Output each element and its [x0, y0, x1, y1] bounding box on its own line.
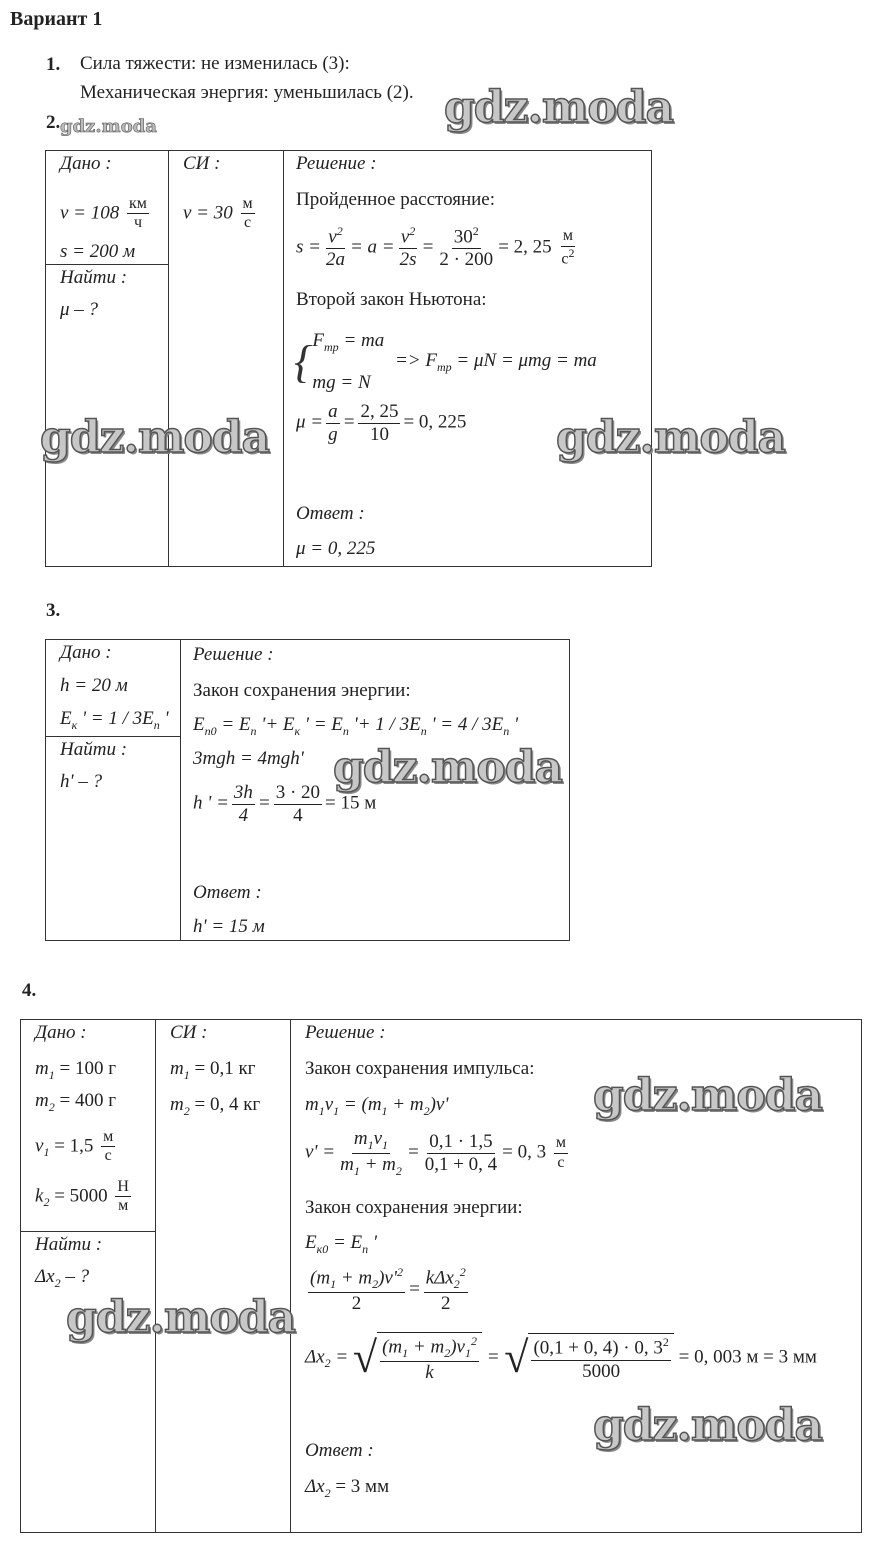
watermark-small: gdz.moda: [60, 116, 157, 137]
p4-find-value: $\Delta x_2$ – ?: [35, 1266, 90, 1290]
p4-answer: $\Delta x_2 = 3$ мм: [305, 1476, 390, 1500]
p2-si-unit-den: с: [244, 214, 252, 232]
p4-si-m2: $m_2 = 0$, 4 кг: [170, 1094, 261, 1118]
p2-given-v: [60, 195, 152, 233]
watermark-5: gdz.moda: [593, 1070, 823, 1121]
p3-given-ek: $E_к$ ' = $1 / 3E_п$ ': [60, 708, 169, 732]
watermark-3: gdz.moda: [556, 412, 786, 463]
p4-given-cell: [21, 1020, 156, 1232]
p4-energy-eq2: $\frac{(m_1 + m_2)v'^2}{2}$ = $\frac{k\Delta x_2^2}{2}$: [310, 1265, 466, 1314]
p4-si-m1: $m_1 = 0,1$ кг: [170, 1058, 256, 1082]
p4-answer-label: Ответ :: [305, 1440, 374, 1461]
problem-1-line-1: Сила тяжести: не изменилась (3):: [80, 53, 350, 74]
p2-find-label: Найти :: [60, 267, 128, 288]
p4-law2-label: Закон сохранения энергии:: [305, 1197, 523, 1218]
watermark-1: gdz.moda: [444, 82, 674, 133]
problem-1-number: 1.: [46, 54, 61, 75]
problem-2-number: 2.: [46, 112, 61, 133]
p4-law1-label: Закон сохранения импульса:: [305, 1058, 535, 1079]
p3-law-label: Закон сохранения энергии:: [193, 680, 411, 701]
p2-answer-label: Ответ :: [296, 503, 365, 524]
p4-given-k2: $k_2 = 5000$ $\frac{Н}{м}$: [35, 1178, 129, 1215]
p2-si-v: [183, 195, 258, 233]
problem-2-table: [45, 150, 652, 567]
variant-title: Вариант 1: [10, 8, 103, 30]
p2-distance-label: Пройденное расстояние:: [296, 189, 496, 210]
watermark-7: gdz.moda: [593, 1400, 823, 1451]
problem-4-number: 4.: [22, 980, 37, 1001]
p4-si-cell: [156, 1020, 291, 1533]
p4-find-label: Найти :: [35, 1234, 103, 1255]
p2-given-label: Дано :: [60, 153, 112, 174]
p3-find-label: Найти :: [60, 739, 128, 760]
p4-velocity-eq: v' = $\frac{m_1v_1}{m_1 + m_2}$ = $\frac{0,1 \cdot 1,5}{0,1 + 0, 4}$ = 0, 3 $\frac{м}{с}$: [305, 1128, 566, 1178]
watermark-6: gdz.moda: [66, 1292, 296, 1343]
p2-solution-cell: [284, 151, 652, 567]
p4-solution-label: Решение :: [305, 1022, 386, 1043]
p3-eq1: $E_{п0} = E_п$ '+ $E_к$ ' = $E_п$ '+ $1 / 3E_п$ ' = $4 / 3E_п$ ': [193, 714, 519, 738]
p3-find-cell: [46, 737, 181, 941]
p4-given-v1: $v_1 = 1,5$ $\frac{м}{с}$: [35, 1128, 114, 1165]
watermark-4: gdz.moda: [333, 742, 563, 793]
p3-given-h: h = 20 м: [60, 675, 128, 696]
p2-si-label: СИ :: [183, 153, 221, 174]
p2-distance-formula: s = $\frac{v^2}{2a}$ = a = $\frac{v^2}{2s}$ = $\frac{30^2}{2 \cdot 200}$ = 2, 25 $\frac{м}{с^2}$: [296, 224, 575, 271]
p3-answer: h' = 15 м: [193, 916, 265, 937]
p2-find-value: μ – ?: [60, 299, 99, 320]
p3-eq2: 3mgh = 4mgh': [193, 748, 304, 769]
p3-find-value: h' – ?: [60, 771, 103, 792]
p2-newton-system: { $F_{тр}$ = ma mg = N => $F_{тр} = \mu N = \mu mg$ = ma: [294, 330, 597, 393]
p3-answer-label: Ответ :: [193, 882, 262, 903]
p4-energy-eq1: $E_{к0} = E_п$ ': [305, 1232, 377, 1256]
p2-si-v-value: v = 30: [183, 202, 233, 224]
problem-3-number: 3.: [46, 600, 61, 621]
p2-si-cell: [169, 151, 284, 567]
p3-given-label: Дано :: [60, 642, 112, 663]
p2-newton-label: Второй закон Ньютона:: [296, 289, 487, 310]
p3-eq3: h ' = $\frac{3h}{4}$ = $\frac{3 \cdot 20}{4}$ = 15 м: [193, 782, 377, 826]
p2-given-s: s = 200 м: [60, 241, 136, 262]
watermark-2: gdz.moda: [40, 412, 270, 463]
p2-mu-formula: μ = $\frac{a}{g}$ = $\frac{2, 25}{10}$ = 0, 225: [296, 401, 467, 445]
p2-given-cell: [46, 151, 169, 265]
p4-find-cell: [21, 1232, 156, 1533]
p4-momentum-eq: $m_1v_1 = (m_1 + m_2)v'$: [305, 1094, 449, 1118]
p2-solution-label: Решение :: [296, 153, 377, 174]
p2-v-unit-den: ч: [133, 214, 142, 232]
p4-given-m1: $m_1 = 100$ г: [35, 1058, 116, 1082]
p4-si-label: СИ :: [170, 1022, 208, 1043]
p4-given-m2: $m_2 = 400$ г: [35, 1090, 116, 1114]
p3-solution-label: Решение :: [193, 644, 274, 665]
p4-dx-eq: $\Delta x_2$ = √ $\frac{(m_1 + m_2)v_1^2}{k}$ = √ $\frac{(0,1 + 0, 4) \cdot 0, 3^2}{5000}$ = 0, 003 м = 3 мм: [305, 1332, 817, 1383]
p2-si-unit-num: м: [241, 195, 255, 214]
p3-given-cell: [46, 640, 181, 737]
problem-1-line-2: Механическая энергия: уменьшилась (2).: [80, 82, 414, 103]
p4-given-label: Дано :: [35, 1022, 87, 1043]
p2-answer: μ = 0, 225: [296, 538, 376, 559]
p2-given-v-value: v = 108: [60, 202, 120, 224]
p2-v-unit-num: км: [127, 195, 149, 214]
